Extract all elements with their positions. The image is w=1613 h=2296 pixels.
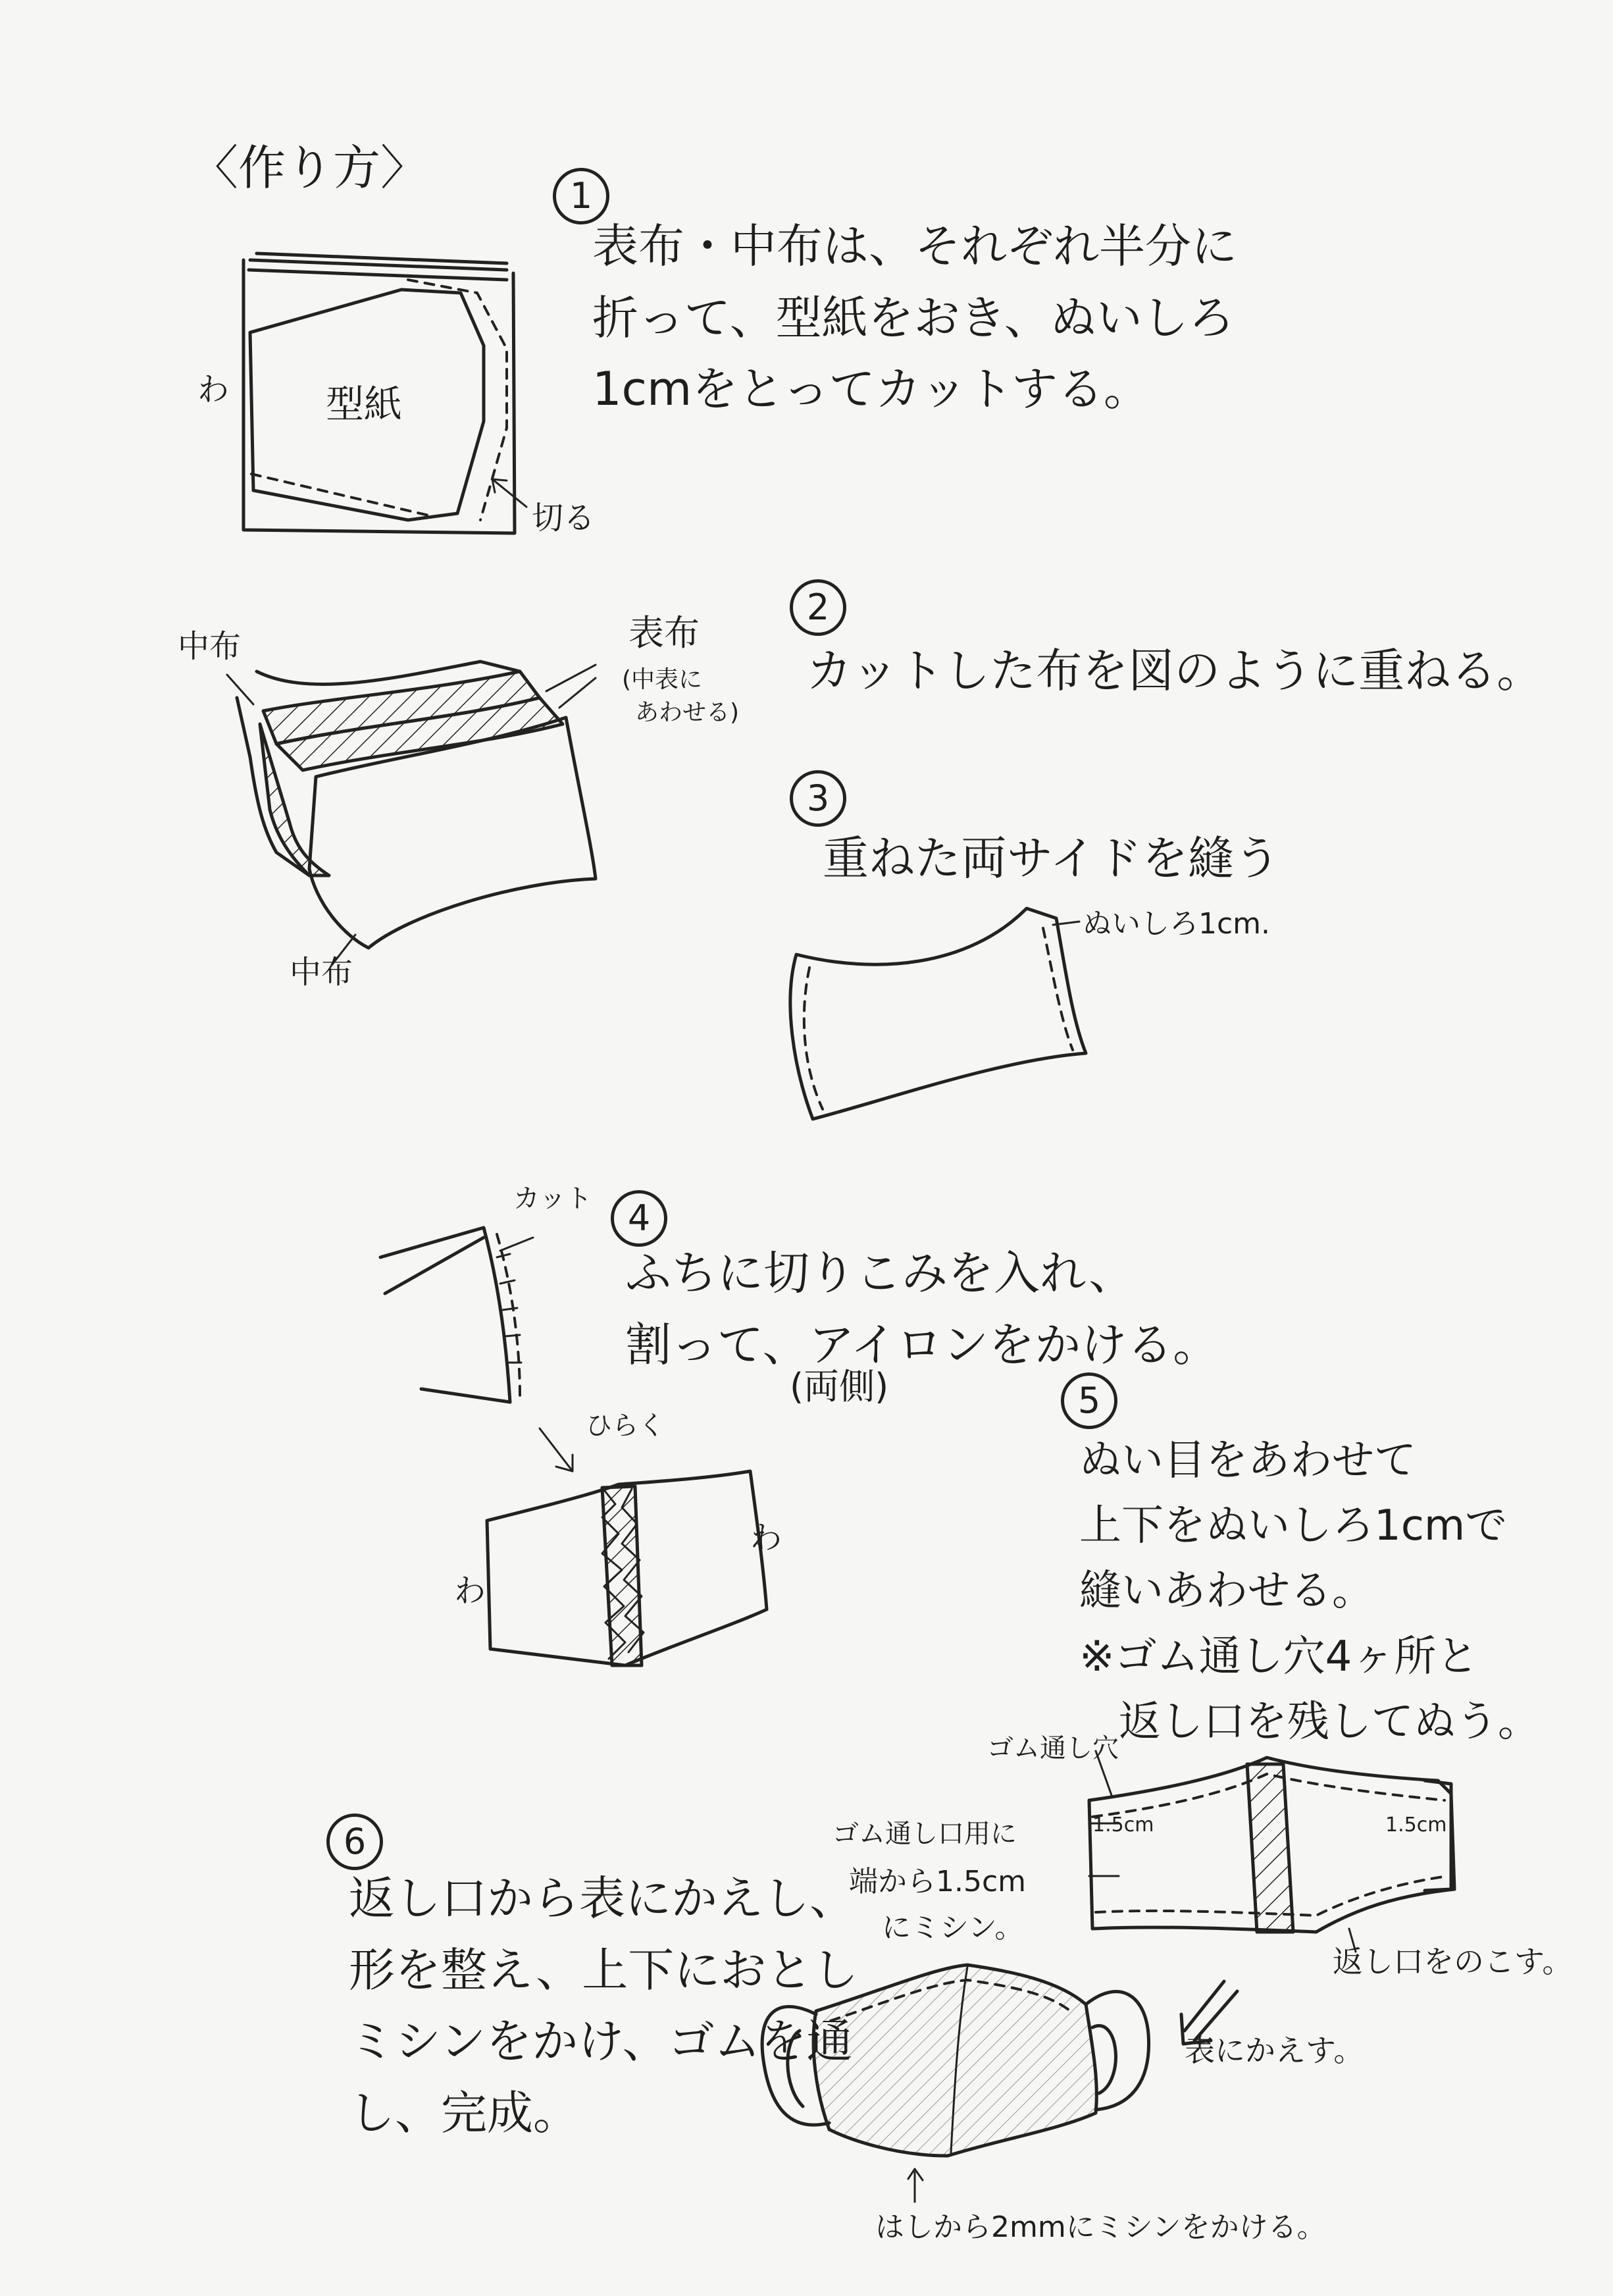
fold-label: わ (197, 371, 230, 408)
step-4-text (625, 1238, 1219, 1380)
elastic-stitch-label-2: 端から1.5cm (849, 1865, 1027, 1898)
step-6-line: ミシンをかけ、ゴムを通 (349, 2014, 853, 2068)
left-measure-label: 1.5cm (1092, 1813, 1154, 1837)
step-2-text: カットした布を図のように重ねる。 (806, 644, 1543, 698)
step-5-text (1079, 1428, 1540, 1755)
elastic-stitch-label-1: ゴム通し口用に (832, 1819, 1017, 1849)
step-1-line: 折って、型紙をおき、ぬいしろ (592, 290, 1235, 345)
opening-label: 返し口をのこす。 (1333, 1944, 1573, 1979)
step-4-number: 4 (611, 1190, 667, 1247)
step-1-number: 1 (553, 168, 609, 224)
sewn-mask-drawing (790, 908, 1086, 1119)
right-measure-label: 1.5cm (1385, 1813, 1447, 1837)
cut-arrow (492, 479, 526, 507)
step-3-number: 3 (790, 770, 846, 827)
step-5-line: 縫いあわせる。 (1079, 1567, 1374, 1616)
step-2-number: 2 (790, 579, 846, 636)
step-6-line: 形を整え、上下におとし (349, 1943, 859, 1997)
outer-fabric-note-1: (中表に (622, 666, 703, 693)
step-5-line: ぬい目をあわせて (1079, 1436, 1416, 1485)
step-5-number: 5 (1061, 1372, 1117, 1429)
step-5-line: ※ゴム通し穴4ヶ所と (1079, 1632, 1479, 1681)
step-5-line: 上下をぬいしろ1cmで (1079, 1501, 1508, 1551)
cut-notch-label: カット (513, 1184, 592, 1214)
inner-fabric-top-label: 中布 (178, 628, 242, 665)
layered-fabric-drawing (227, 662, 596, 964)
step-5-line: 返し口を残してぬう。 (1119, 1697, 1540, 1746)
opened-mask-drawing (487, 1471, 767, 1665)
step-6-number: 6 (326, 1813, 383, 1870)
step-1-line: 1cmをとってカットする。 (592, 362, 1150, 416)
fold-left-label: わ (454, 1573, 486, 1609)
outer-fabric-note-2: あわせる) (635, 699, 740, 726)
step-6-line: 返し口から表にかえし、 (349, 1871, 856, 1925)
inner-fabric-bottom-label: 中布 (290, 954, 353, 991)
elastic-stitch-label-3: にミシン。 (882, 1911, 1024, 1944)
step-4-line: 割って、アイロンをかける。 (625, 1317, 1219, 1372)
seam-allowance-label: ぬいしろ1cm. (1083, 907, 1271, 941)
fold-right-label: わ (750, 1520, 782, 1557)
step-1-text (592, 211, 1237, 425)
step-6-line: し、完成。 (349, 2085, 579, 2140)
cut-label: 切る (532, 500, 596, 536)
pattern-label: 型紙 (326, 382, 403, 427)
edge-stitch-label: はしから2mmにミシンをかける。 (875, 2210, 1326, 2244)
assembled-mask-drawing (1089, 1751, 1454, 1952)
step-1-line: 表布・中布は、それぞれ半分に (592, 219, 1237, 273)
elastic-hole-label: ゴム通し穴 (987, 1733, 1119, 1763)
step-4-note: (両側) (790, 1366, 889, 1407)
open-arrow (540, 1428, 573, 1471)
step-3-text: 重ねた両サイドを縫う (823, 831, 1281, 885)
clipped-seam-drawing (380, 1228, 533, 1402)
open-label: ひらく (586, 1411, 665, 1441)
page-heading: 〈作り方〉 (191, 140, 428, 196)
step-6-text (349, 1863, 858, 2149)
step-4-line: ふちに切りこみを入れ、 (625, 1246, 1135, 1300)
turn-label: 表にかえす。 (1185, 2033, 1364, 2068)
outer-fabric-label: 表布 (628, 612, 700, 654)
